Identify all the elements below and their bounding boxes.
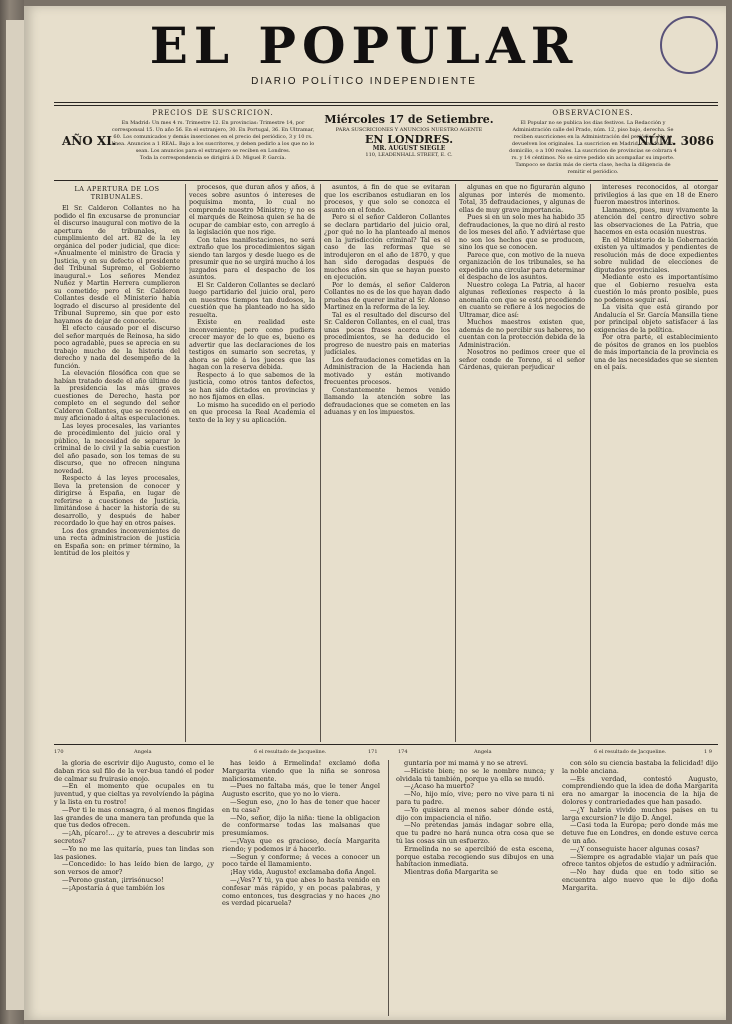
folletin-column-3	[396, 760, 554, 1016]
paragraph: Los defraudaciones cometidas en la Administracion de la Hacienda han motivado y están motivando frecuentes procesos.	[324, 355, 450, 386]
folletin-paragraph: —Segun y conforme; á veces a conocer un poco tarde el llamamiento.	[222, 852, 380, 869]
paragraph: Respecto á las leyes procesales, lleva la pretension de conocer y dirigirse á España, en lugar de referirse a cuestiones de Justicia, limitándose á hacer la historia de su desarrollo, y después de haber recordado lo que hay en otros países.	[54, 474, 180, 527]
paragraph: Nuestro colega La Patria, al hacer algunas reflexiones respecto á la anomalía con que se está procediendo en cuanto se refiere á los negocios de Ultramar, dice así:	[459, 280, 585, 319]
folletin-header	[54, 748, 718, 758]
paragraph: Tal es el resultado del discurso del Sr. Calderon Collantes, en el cual, tras unas pocas frases acerca de los procedimientos, se ha deducido el progreso de nuestro pais en materias judiciales.	[324, 310, 450, 356]
folletin-page-right: 174	[398, 749, 408, 755]
article-columns	[54, 184, 718, 742]
subscription-prices	[108, 110, 318, 162]
folletin	[54, 760, 718, 1016]
paragraph: Existe en realidad este inconveniente; pero como pudiera crecer mayor de lo que es, bueno es advertir que las declaraciones de los testigos en sumario son secretas, y ahora se pide á los jueces que las hagan con la reserva debida.	[189, 318, 315, 371]
observations-heading: OBSERVACIONES.	[552, 109, 634, 117]
folletin-page-left: 170	[54, 749, 64, 755]
paragraph: Muchos maestros existen que, además de no percibir sus haberes, no cuentan con la protección debida de la Administración.	[459, 318, 585, 349]
folletin-paragraph: —Yo quisiera al menos saber dónde está, dijo con impaciencia el niño.	[396, 805, 554, 822]
london-intro: PARA SUSCRICIONES Y ANUNCIOS NUESTRO AGENTE	[335, 127, 483, 133]
column-1	[54, 184, 180, 742]
folletin-rule	[54, 744, 718, 745]
folletin-paragraph: Mientras doña Margarita se	[404, 868, 498, 877]
newspaper-title: EL POPULAR	[149, 16, 579, 75]
issue-date: Miércoles 17 de Setiembre.	[324, 113, 494, 126]
header-rule-top-double	[54, 105, 718, 106]
folletin-column-4	[562, 760, 718, 1016]
article-title: LA APERTURA DE LOS TRIBUNALES.	[74, 185, 160, 201]
folletin-paragraph: —Perono gustan, ¡irrisónucso!	[62, 875, 164, 884]
folletin-page-right-right: 1 9	[704, 749, 712, 755]
london-agent: MR. AUGUST SIEGLE	[372, 145, 446, 152]
paragraph: El Sr. Calderon Collantes se declaró luego partidario del juicio oral, pero en nuestros tiempos tan dudosos, la cuestión que ha planteado no ha sido resuelta.	[189, 280, 315, 319]
paragraph: Constantemente hemos venido llamando la atención sobre las defraudaciones que se cometen en las aduanas y en los impuestos.	[324, 385, 450, 416]
column-2	[189, 184, 315, 742]
folletin-paragraph: —¿Acaso ha muerto?	[404, 782, 474, 791]
paragraph: Los dos grandes inconvenientes de una recta administracion de justicia en España son: en primer término, la lentitud de los pleitos y	[54, 526, 180, 557]
paragraph: Respecto á lo que sabemos de la justicia, como otros tantos defectos, se han sido dictados en provincias y no nos fijamos en ellas.	[189, 370, 315, 401]
paragraph: Pues si en un solo mes ha habido 35 defraudaciones, la que no dirá al resto de los meses del año. Y adviértase que no son los hechos que se producen, sino los que se conocen.	[459, 213, 585, 251]
folletin-paragraph: —¡Apostaría á que también los	[62, 883, 165, 892]
folletin-paragraph: —Segun eso, ¿no lo has de tener que hacer en tu casa?	[222, 797, 380, 814]
folletin-paragraph: —¿Ves? Y tú, ya que abes lo hasta venido en confesar más rápido, y en pocas palabras, y como entonces, tus desgracias y no haces ¿no es verdad picaruela?	[222, 875, 380, 908]
column-3	[324, 184, 450, 742]
paragraph: intereses reconocidos, al otorgar privilegios á las que en 18 de Enero fueron maestros interinos.	[594, 184, 718, 206]
prices-text: En Madrid: Un mes 4 rs. Trimestre 12. En provincias: Trimestre 14, por corresponsal 15. Un año 56. En el extranjero, 30. En Portugal, 36. En Ultramar, 60. Los comunicados y demás inserciones en el precio del periódico, 3 y 10 rs. línea. Anuncios a 1 REAL. Bajo a los suscritores, y deben pedirlo a los que no lo sean. Los anuncios para el extranjero se reciben en Londres.	[111, 120, 315, 154]
paragraph: Las leyes procesales, las variantes de procedimiento del juicio oral y público, la necesidad de separar lo criminal de lo civil y la sabia cuestion del año pasado, son los temas de su discurso, que no ofrecen ninguna novedad.	[54, 421, 180, 475]
folletin-paragraph: —¡Vaya que es gracioso, decía Margarita riendo; y podemos ir á hacerlo.	[222, 836, 380, 853]
paragraph: Llamamos, pues, muy vivamente la atención del centro directivo sobre las observaciones de La Patria, que hacemos en esta ocasión nuestras.	[594, 205, 718, 236]
newspaper-page	[24, 6, 726, 1020]
folletin-page-left-right: 171	[368, 749, 378, 755]
column-4	[459, 184, 585, 742]
folletin-paragraph: —No pretendas jamás indagar sobre ella, que tu padre no hará nunca otra cosa que se tú las cosas sin un esfuerzo.	[396, 821, 554, 845]
year-label: AÑO XI.	[62, 134, 117, 148]
column-divider	[455, 184, 456, 742]
folletin-paragraph: —Yo no me las quitaría, pues tan lindas son las pasiones.	[54, 844, 214, 861]
paragraph: El efecto causado por el discurso del señor marqués de Reinosa, ha sido poco agradable, pues se aprecia en su trabajo mucho de la historia del derecho y nada del desempeño de la función.	[54, 324, 180, 370]
paragraph: Por otra parte, el establecimiento de pósitos de granos en los pueblos de más importancia de la provincia es una de las necesidades que se sienten en el país.	[594, 333, 718, 371]
paragraph: Por lo demás, el señor Calderon Collantes no es de los que hayan dado pruebas de querer imitar al Sr. Alonso Martinez en la reforma de la ley.	[324, 280, 450, 311]
folletin-column-2	[222, 760, 380, 1016]
previous-page-edge	[6, 20, 24, 1010]
folletin-paragraph: guntaría por mi mamá y no se atreví.	[404, 760, 529, 767]
folletin-divider	[388, 760, 389, 1016]
paragraph: El Sr. Calderon Collantes no ha podido el fin excusarse de pronunciar el discurso inaugural con motivo de la apertura de tribunales, en cumplimiento del art. 82 de la ley orgánica del poder judicial, que dice: «Anualmente el ministro de Gracia y Justicia, y en su defecto el presidente del Tribunal Supremo, el Gobierno inaugural.» Los señores Mendez Nuñez y Martin Herrera cumplieron su cometido; pero el Sr. Calderon Collantes desde el Ministerio había logrado el discurso al presidente del Tribunal Supremo, sin que por esto hayamos de dejar de conocerle.	[54, 204, 180, 325]
folletin-paragraph: Ermelinda no se apercibió de esta escena, porque estaba recogiendo sus dibujos en una habitacion inmediata.	[396, 844, 554, 869]
paragraph: En el Ministerio de la Gobernación existen ya ultimados y pendientes de resolución más de doce expedientes sobre nulidad de elecciones de diputados provinciales.	[594, 235, 718, 274]
folletin-paragraph: —Pues no faltaba más, que le tener Ángel Augusto escrito, que yo no lo viera.	[222, 782, 380, 799]
column-divider	[590, 184, 591, 742]
column-divider	[185, 184, 186, 742]
date-box	[324, 113, 494, 159]
folletin-paragraph: —No hay duda que en todo sitio se encuentra algo nuevo que le dijo doña Margarita.	[562, 868, 718, 892]
library-stamp	[660, 16, 718, 74]
prices-footer: Toda la correspondencia se dirigirá á D. Miguel P. García.	[139, 155, 287, 161]
folletin-paragraph: —No, señor, dijo la niña: tiene la obligacion de conformarse todas las malsanas que presumíamos.	[222, 813, 380, 838]
folletin-paragraph: —¿Y conseguiste hacer algunas cosas?	[570, 844, 700, 853]
paragraph: Lo mismo ha sucedido en el periodo en que procesa la Real Academia el texto de la ley y su aplicación.	[189, 400, 315, 424]
folletin-column-1	[54, 760, 214, 1016]
folletin-paragraph: —No, hijo mío, vive; pero no vive para ti ni para tu padre.	[396, 790, 554, 806]
issue-number: NÚM. 3086	[637, 134, 714, 148]
folletin-paragraph: —¿Y habría vivido muchos países en tu larga excursion? le dijo D. Ángel.	[562, 805, 718, 822]
header-rule-bottom	[54, 180, 718, 181]
paragraph: procesos, que duran años y años, á veces sobre asuntos ó intereses de poquísima monta, lo cual no comprende nuestro Ministro; y no es el marqués de Reinosa quien se ha de ocupar de cambiar esto, con arreglo á la legislación que nos rige.	[189, 184, 315, 236]
column-divider	[320, 184, 321, 742]
prices-heading: PRECIOS DE SUSCRICION.	[152, 109, 274, 117]
london-title: EN LONDRES.	[364, 133, 454, 146]
folletin-paragraph: con sólo su ciencia bastaba la felicidad! dijo la noble anciana.	[562, 760, 718, 775]
folletin-paragraph: —¡Ah, pícaro!... ¿y te atreves a descubrir mis secretos?	[54, 829, 214, 845]
folletin-paragraph: —Concedido: lo has leído bien de largo, ¿y son versos de amor?	[54, 860, 214, 877]
info-bar	[54, 110, 718, 180]
paragraph: Mediante esto es importantísimo que el Gobierno resuelva esta cuestión lo más pronto posible, pues no podemos seguir así.	[594, 273, 718, 304]
folletin-paragraph: ¡Hay vida, Augusto! exclamaba doña Ángel.	[230, 868, 377, 877]
paragraph: Pero si el señor Calderon Collantes se declara partidario del juicio oral, ¿por qué no lo ha planteado al menos en la jurisdicción criminal? Tal es el caso de las reformas que se introdujeron en el año de 1870, y que han sido derogadas después de muchos años sin que se hayan puesto en ejecución.	[324, 213, 450, 281]
paragraph: Con tales manifestaciones, no será extraño que los procedimientos sigan siendo tan largos y desde luego es de presumir que no se urgirá mucho á los juzgados para el despacho de los asuntos.	[189, 235, 315, 281]
paragraph: Parece que, con motivo de la nueva organización de los tribunales, se ha expedido una circular para determinar el despacho de los asuntos.	[459, 250, 585, 281]
folletin-paragraph: la gloria de escrivir dijo Augusto, como el le daban rica sul filo de la ver-bua tandó el poder de calmar su fruirasio enojo.	[54, 760, 214, 783]
folletin-title-right: Angela	[474, 749, 492, 755]
folletin-sub-right: 6 el resultado de Jacqueline.	[594, 749, 667, 755]
folletin-sub-left: 6 el resultado de Jacqueline.	[254, 749, 327, 755]
paragraph: Nosotros no pedimos creer que el señor conde de Toreno, si el señor Cárdenas, quieran perjudicar	[459, 348, 585, 371]
folletin-paragraph: —Es verdad, contestó Augusto, comprendiendo que la idea de doña Margarita era no amargar la inocencia de la hija de dolores y contrariedades que han pasado.	[562, 774, 718, 806]
paragraph: La elevación filosófica con que se habían tratado desde el año último de la presidencia las más graves cuestiones de Derecho, hasta por completo en el segundo del señor Calderon Collantes, que se recordó en muy aficionado á altas especulaciones.	[54, 369, 180, 422]
folletin-paragraph: —Casi toda la Europa; pero donde más me detuve fue en Londres, en donde estuve cerca de un año.	[562, 821, 718, 845]
paragraph: La visita que está girando por Andalucía el Sr. García Mansilla tiene por principal objeto satisfacer á las exigencias de la política.	[594, 303, 718, 334]
observations-text: El Popular no se publica los días festivos. La Redacción y Administración calle del Prado, núm. 12, piso bajo, derecha. Se reciben suscriciones en la Administración del periódico. No se devuelven los originales. La suscricion en Madrid, cuando sea a domicilio, o a 100 reales. La suscricion de provincias se cobrara 4 rs. y 14 céntimos. No se sirve pedido sin acompañar su importe. Tampoco se darán más de cierta clase, hecha la diligencia de remitir el periódico.	[509, 120, 677, 175]
folletin-paragraph: —Siempre es agradable viajar un país que ofrece tantos objetos de estudio y admiración.	[562, 852, 718, 869]
folletin-title-left: Angela	[134, 749, 152, 755]
column-5	[594, 184, 718, 742]
newspaper-subtitle: DIARIO POLÍTICO INDEPENDIENTE	[251, 76, 477, 87]
folletin-paragraph: —Por ti le mas consagra, ó al menos fingidas las grandes de una manera tan profunda que la que tus dedos ofrecen.	[54, 805, 214, 830]
folletin-paragraph: has leido á Ermelinda! exclamó doña Margarita viendo que la niña se sonrosa maliciosamente.	[222, 760, 380, 783]
paragraph: asuntos, á fin de que se evitaran que los escribanos estudiaran en los procesos, y que solo se conozca el asunto en el fondo.	[324, 184, 450, 214]
folletin-paragraph: —Hiciste bien; no se le nombre nunca; y olvidala tú también, porque ya ella se mudó.	[396, 766, 554, 783]
header-rule-top	[54, 102, 718, 103]
london-address: 110, LEADENHALL STREET, E. C.	[365, 152, 453, 158]
paragraph: algunas en que no figurarán alguno algunas por interés de momento. Total, 35 defraudaciones, y algunas de ellas de muy grave importancia.	[459, 184, 585, 214]
folletin-paragraph: —En el momento que ocupales en tu juventud, y que cieltas ya revolvíendo la página y la lista en tu rostro!	[54, 782, 214, 806]
masthead	[104, 18, 624, 87]
